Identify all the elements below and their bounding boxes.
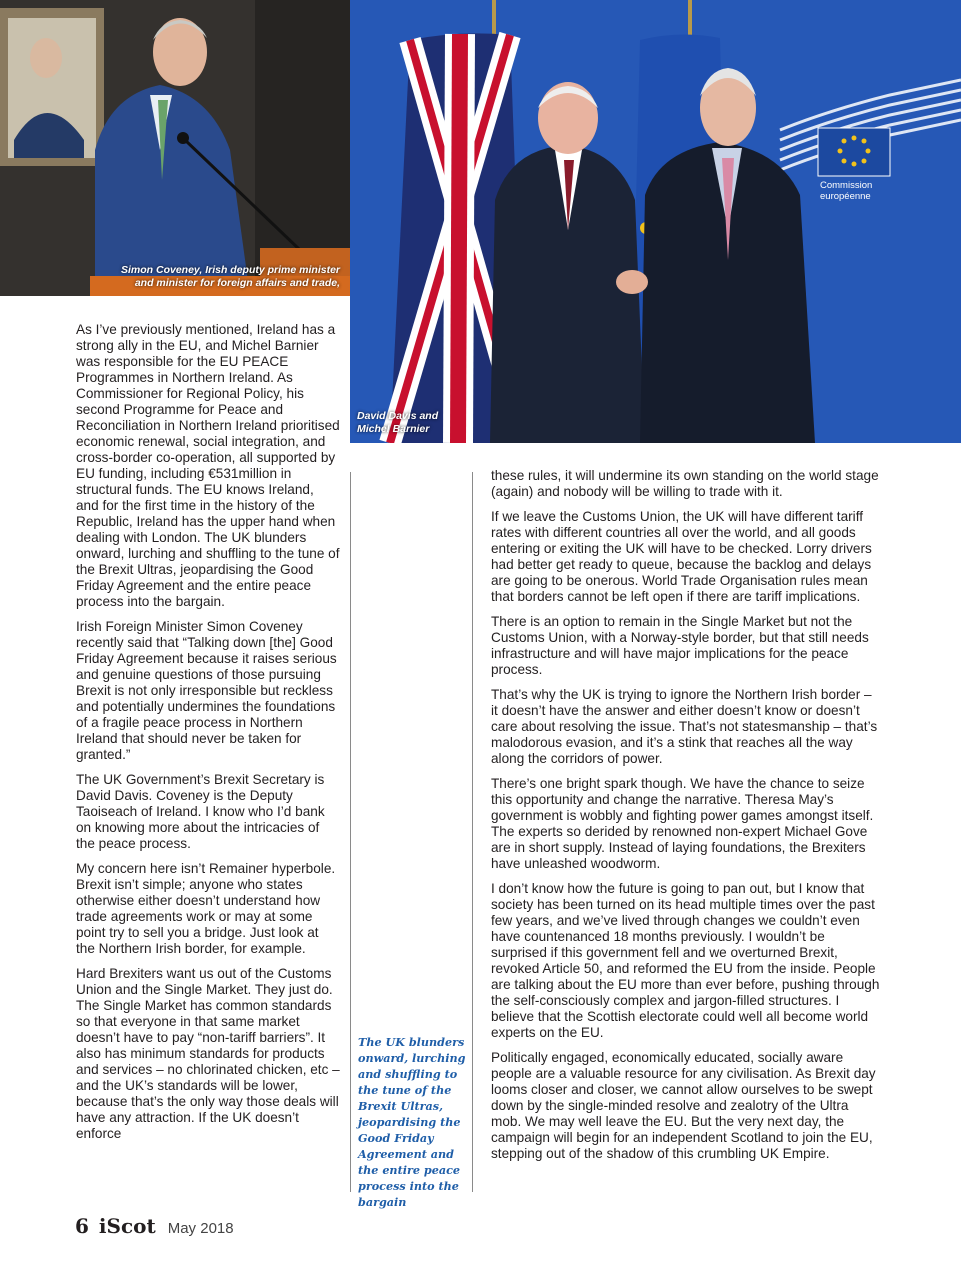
davis-barnier-illustration — [350, 0, 961, 443]
commission-sign — [820, 180, 872, 202]
caption-right-line1: David Davis and — [357, 410, 439, 422]
article-paragraph: My concern here isn’t Remainer hyperbole. Brexit isn’t simple; anyone who states otherwise either doesn’t understand how trade agreements work or may at some point try to sell you a bridge. Just look at the Northern Irish border, for example. — [76, 861, 336, 956]
article-paragraph: The UK Government’s Brexit Secretary is David Davis. Coveney is the Deputy Taoiseach of Ireland. I know who I’d bank on knowing more about the intricacies of the peace process. — [76, 772, 325, 851]
photo-left-caption — [10, 264, 340, 290]
article-left-column — [76, 322, 340, 1151]
page-number: 6 — [75, 1214, 89, 1238]
photo-right-caption — [357, 410, 477, 436]
commission-sign-line2: européenne — [820, 191, 871, 202]
article-paragraph: Politically engaged, economically educated, socially aware people are a valuable resource for any civilisation. As Brexit day looms closer and closer, we cannot allow ourselves to be swept down by the single-minded resolve and zealotry of the Ultra mob. We may well leave the EU. But the very next day, the campaign will begin for an independent Scotland to join the EU, stepping out of the shadow of this crumbling UK Empire. — [491, 1050, 876, 1161]
caption-left-line2: and minister for foreign affairs and trade, — [134, 277, 340, 289]
article-paragraph: There’s one bright spark though. We have the chance to seize this opportunity and change the narrative. Theresa May’s government is wobbly and fighting power games amongst itself. The experts so derided by renowned non-expert Michael Gove are in short supply. Instead of laying foundations, the Brexiters have unleashed woodworm. — [491, 776, 874, 871]
article-paragraph: Irish Foreign Minister Simon Coveney recently said that “Talking down [the] Good Friday Agreement because it raises serious and genuine questions of those pursuing Brexit is not only irresponsible but reckless and potentially undermines the foundations of a fragile peace process in Northern Ireland that should never be taken for granted.” — [76, 619, 337, 762]
column-rule-left — [350, 472, 351, 1192]
article-paragraph: these rules, it will undermine its own standing on the world stage (again) and nobody will be willing to trade with it. — [491, 468, 879, 499]
article-right-column — [491, 468, 881, 1171]
photo-davis-barnier — [350, 0, 961, 443]
article-paragraph: There is an option to remain in the Single Market but not the Customs Union, with a Norway-style border, but that still needs infrastructure and will have major implications for the peace process. — [491, 614, 869, 677]
coveney-illustration — [0, 0, 350, 296]
magazine-logo: iScot — [98, 1214, 156, 1238]
photo-simon-coveney — [0, 0, 350, 296]
page-footer — [75, 1214, 234, 1244]
article-paragraph: If we leave the Customs Union, the UK will have different tariff rates with different countries all over the world, and all goods entering or exiting the UK will have to be checked. Lorry drivers had better get ready to queue, because the backlog and delays are going to be onerous. World Trade Organisation rules mean that borders cannot be left open if there are tariff implications. — [491, 509, 872, 604]
caption-left-line1: Simon Coveney, Irish deputy prime minister — [121, 264, 340, 276]
issue-date: May 2018 — [167, 1220, 234, 1237]
article-paragraph: As I’ve previously mentioned, Ireland has a strong ally in the EU, and Michel Barnier was responsible for the EU PEACE Programmes in Northern Ireland. As Commissioner for Regional Policy, his second Programme for Peace and Reconciliation in Northern Ireland prioritised economic renewal, social integration, and cross-border co-operation, all supported by EU funding, including €531million in structural funds. The EU knows Ireland, and for the first time in the history of the Republic, Ireland has the upper hand when dealing with London. The UK blunders onward, lurching and shuffling to the tune of the Brexit Ultras, jeopardising the Good Friday Agreement and the entire peace process into the bargain. — [76, 322, 340, 609]
article-paragraph: Hard Brexiters want us out of the Customs Union and the Single Market. They just do. The Single Market has common standards so that everyone in that same market doesn’t have to pay “non-tariff barriers”. It also has minimum standards for products and services – no chlorinated chicken, etc – and the UK’s standards will be lower, because that’s the only way those deals will have any attraction. If the UK doesn’t enforce — [76, 966, 340, 1141]
pull-quote: The UK blunders onward, lurching and shuffling to the tune of the Brexit Ultras, jeopardising the Good Friday Agreement and the entire peace process into the bargain — [358, 1035, 466, 1209]
article-paragraph: That’s why the UK is trying to ignore the Northern Irish border – it doesn’t have the answer and either doesn’t know or doesn’t care about resolving the issue. That’s not statesmanship – that’s malodorous evasion, and it’s a stink that reaches all the way along the corridors of power. — [491, 687, 878, 766]
commission-sign-line1: Commission — [820, 180, 873, 191]
column-rule-right — [472, 472, 473, 1192]
caption-right-line2: Michel Barnier — [357, 423, 430, 435]
article-paragraph: I don’t know how the future is going to pan out, but I know that society has been turned on its head multiple times over the past few years, and we’ve lived through changes we couldn’t even have countenanced 18 months previously. I wouldn’t be surprised if this government fell and we overturned Brexit, revoked Article 50, and reformed the EU from the inside. People are talking about the EU more than ever before, pushing through the self-consciously complex and jargon-filled structures. I believe that the Scottish electorate could well all become world experts on the EU. — [491, 881, 880, 1040]
